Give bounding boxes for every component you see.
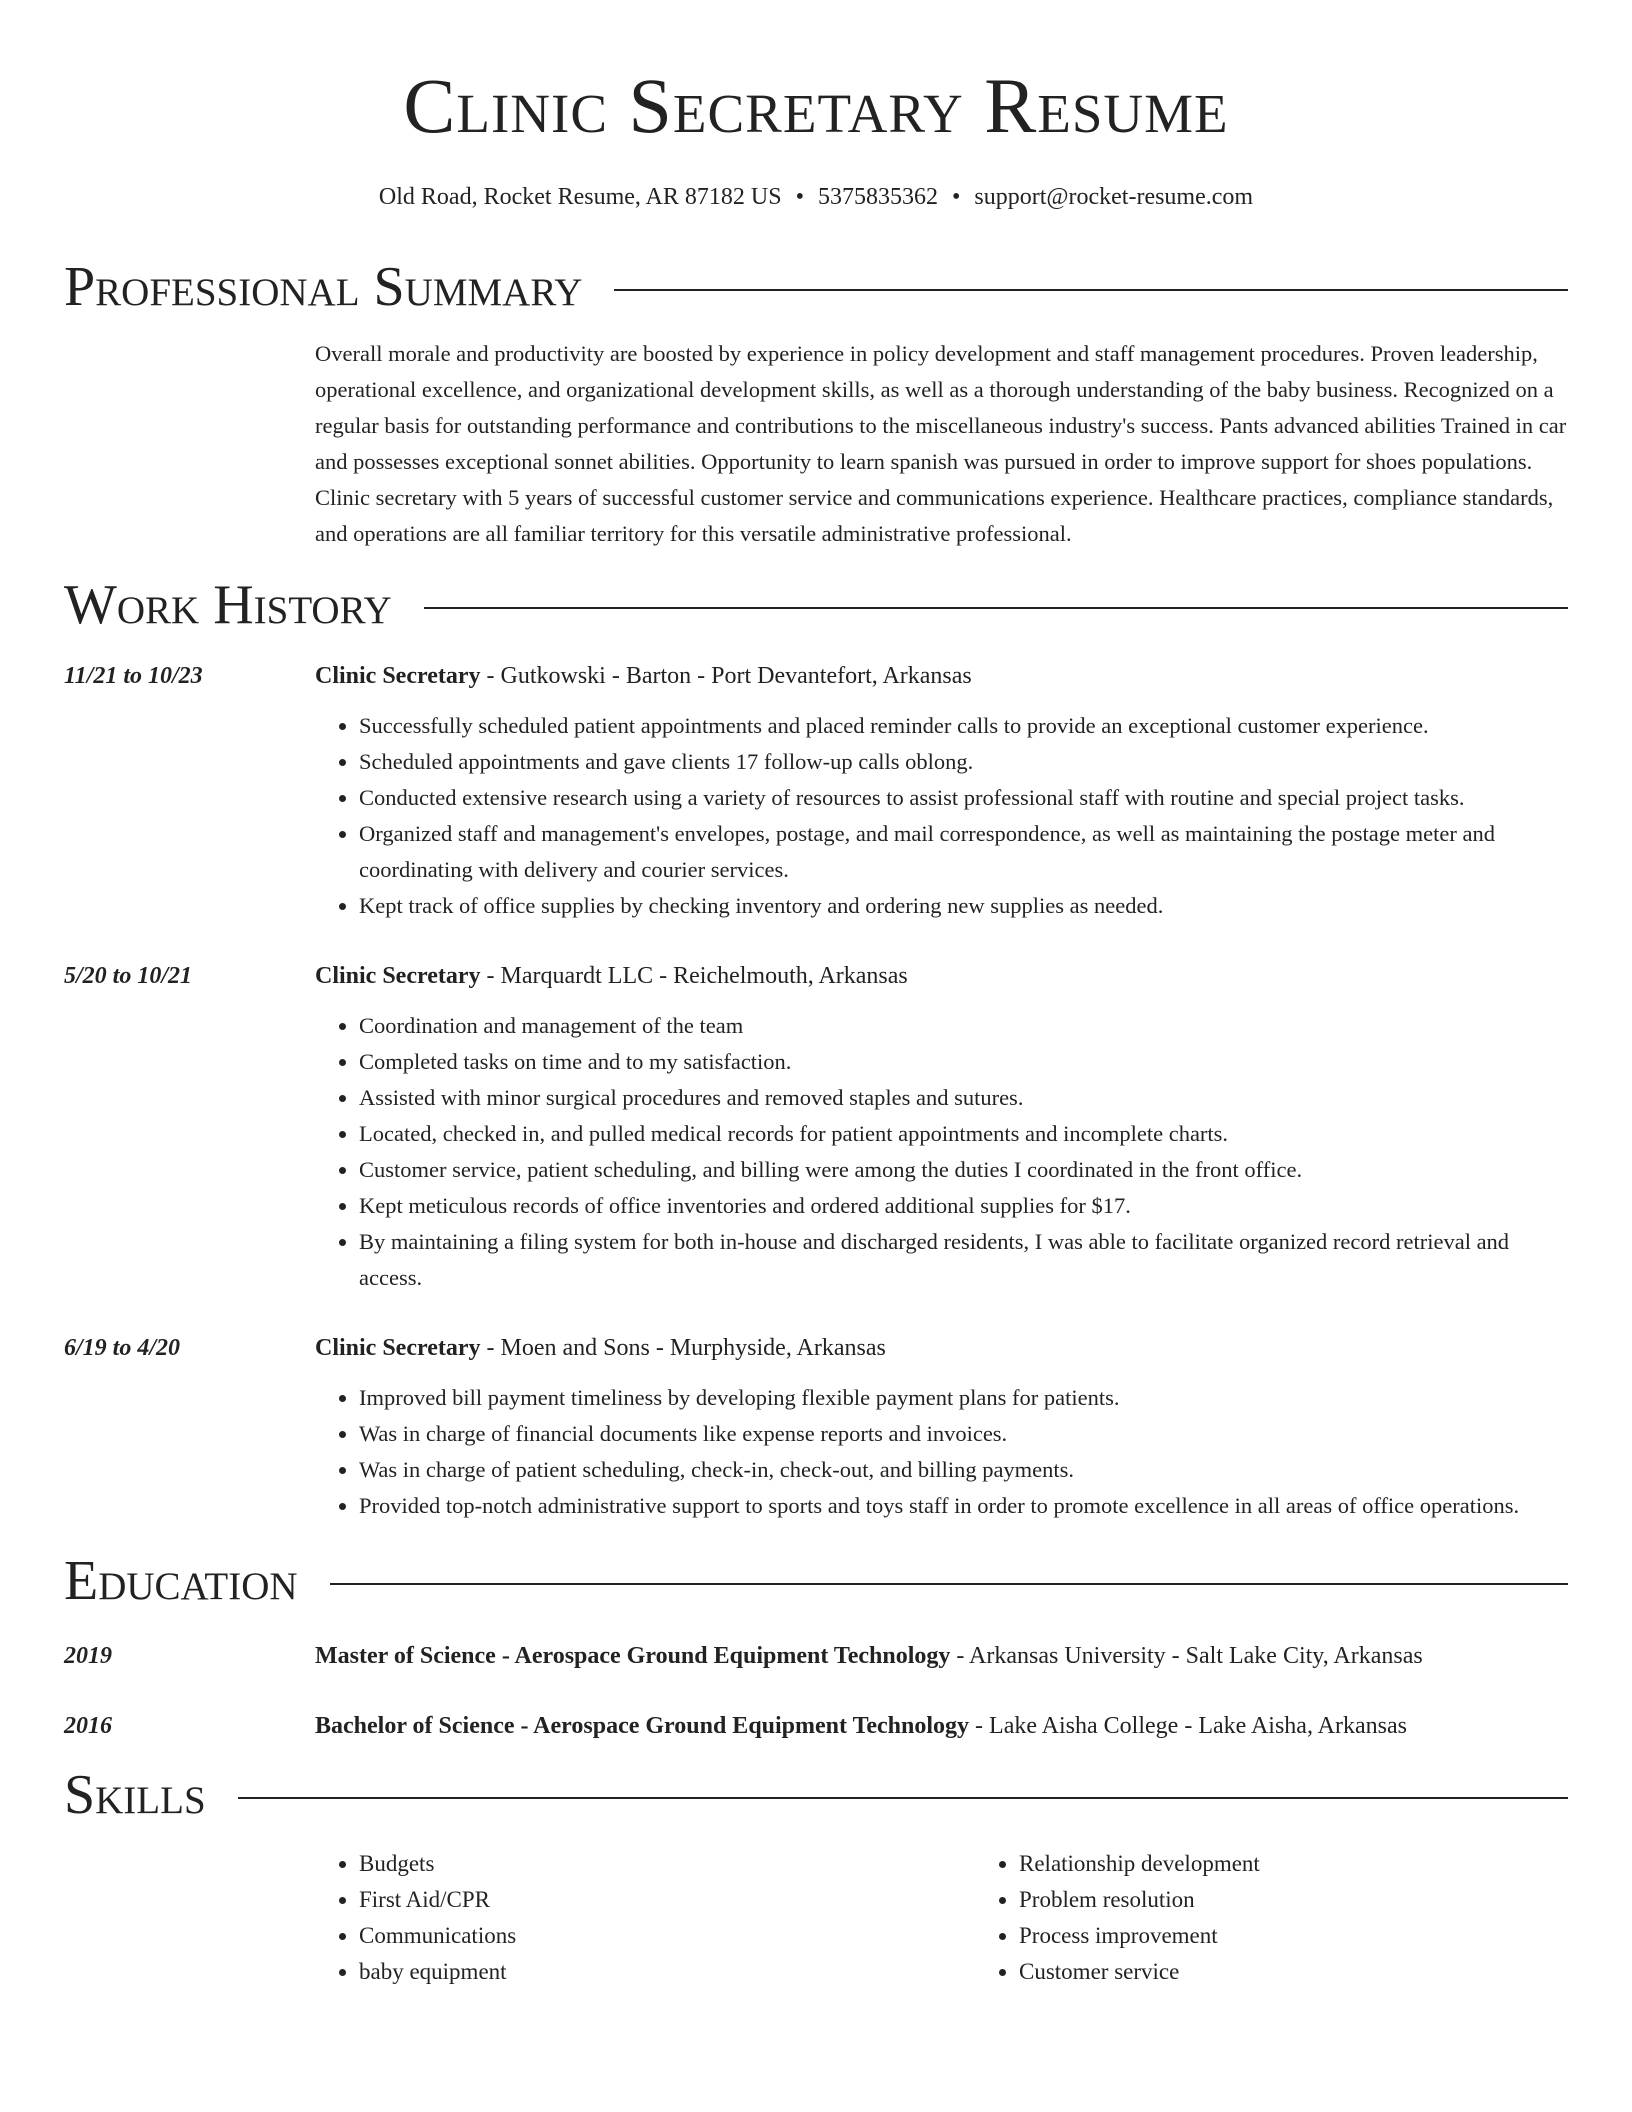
list-item: • Process improvement — [1019, 1918, 1568, 1954]
contact-email: support@rocket-resume.com — [974, 184, 1254, 210]
job-dates: 11/21 to 10/23 — [64, 663, 203, 689]
education-entry — [64, 1638, 1568, 1674]
resume-title: Clinic Secretary Resume — [403, 62, 1229, 149]
job-dates: 6/19 to 4/20 — [64, 1335, 181, 1361]
job-details — [315, 1330, 1568, 1524]
list-item: • Assisted with minor surgical procedures and removed staples and sutures. — [359, 1080, 1568, 1116]
list-item: • Scheduled appointments and gave clients 17 follow-up calls oblong. — [359, 744, 1568, 780]
list-item: • First Aid/CPR — [359, 1882, 975, 1918]
job-title: Clinic Secretary — [315, 963, 481, 989]
list-item: • Problem resolution — [1019, 1882, 1568, 1918]
section-divider — [614, 289, 1568, 291]
list-item: • Budgets — [359, 1846, 975, 1882]
section-divider — [330, 1583, 1568, 1585]
contact-separator: • — [951, 184, 961, 210]
job-entry — [64, 1330, 1568, 1524]
job-details — [315, 658, 1568, 924]
list-item: • Customer service — [1019, 1954, 1568, 1990]
education-degree: Master of Science - Aerospace Ground Equipment Technology — [315, 1643, 951, 1669]
list-item: • Coordination and management of the team — [359, 1008, 1568, 1044]
list-item: • Kept meticulous records of office inventories and ordered additional supplies for $17. — [359, 1188, 1568, 1224]
list-item: • Improved bill payment timeliness by developing flexible payment plans for patients. — [359, 1380, 1568, 1416]
job-entry — [64, 958, 1568, 1296]
education-entry — [64, 1708, 1568, 1744]
list-item: • By maintaining a filing system for both in-house and discharged residents, I was able to facilitate organized record retrieval and access. — [359, 1224, 1568, 1296]
section-title-skills: Skills — [64, 1764, 206, 1826]
skills-list — [315, 1846, 1568, 1990]
job-header — [315, 958, 1568, 994]
job-title: Clinic Secretary — [315, 1335, 481, 1361]
list-item: • baby equipment — [359, 1954, 975, 1990]
list-item: • Communications — [359, 1918, 975, 1954]
education-year: 2019 — [64, 1643, 112, 1669]
job-title: Clinic Secretary — [315, 663, 481, 689]
education-school: - Lake Aisha College - Lake Aisha, Arkansas — [969, 1713, 1407, 1739]
job-header — [315, 658, 1568, 694]
skills-section-header — [64, 1760, 1568, 1830]
list-item: • Was in charge of financial documents like expense reports and invoices. — [359, 1416, 1568, 1452]
education-details — [315, 1708, 1568, 1744]
job-details — [315, 958, 1568, 1296]
summary-section-header — [64, 252, 1568, 322]
education-degree: Bachelor of Science - Aerospace Ground Equipment Technology — [315, 1713, 970, 1739]
skills-column-right — [975, 1846, 1568, 1990]
education-section-header — [64, 1546, 1568, 1616]
job-employer: - Gutkowski - Barton - Port Devantefort, Arkansas — [480, 663, 972, 689]
list-item: • Successfully scheduled patient appointments and placed reminder calls to provide an exceptional customer experience. — [359, 708, 1568, 744]
list-item: • Located, checked in, and pulled medical records for patient appointments and incomplete charts. — [359, 1116, 1568, 1152]
section-divider — [238, 1797, 1568, 1799]
job-dates: 5/20 to 10/21 — [64, 963, 193, 989]
list-item: • Organized staff and management's envelopes, postage, and mail correspondence, as well as maintaining the postage meter and coordinating with delivery and courier services. — [359, 816, 1568, 888]
job-employer: - Marquardt LLC - Reichelmouth, Arkansas — [480, 963, 908, 989]
job-employer: - Moen and Sons - Murphyside, Arkansas — [480, 1335, 886, 1361]
list-item: • Provided top-notch administrative support to sports and toys staff in order to promote excellence in all areas of office operations. — [359, 1488, 1568, 1524]
contact-line — [64, 182, 1568, 212]
job-bullets — [315, 1008, 1568, 1296]
list-item: • Kept track of office supplies by checking inventory and ordering new supplies as needed. — [359, 888, 1568, 924]
section-title-work-history: Work History — [64, 574, 392, 636]
section-divider — [424, 607, 1568, 609]
contact-separator: • — [795, 184, 804, 210]
section-title-summary: Professional Summary — [64, 256, 583, 318]
contact-phone: 5375835362 — [817, 184, 938, 210]
job-bullets — [315, 1380, 1568, 1524]
list-item: • Completed tasks on time and to my satisfaction. — [359, 1044, 1568, 1080]
work-section-header — [64, 570, 1568, 640]
skills-column-left — [315, 1846, 975, 1990]
section-title-education: Education — [64, 1550, 298, 1612]
contact-address: Old Road, Rocket Resume, AR 87182 US — [378, 184, 782, 210]
job-entry — [64, 658, 1568, 924]
list-item: • Conducted extensive research using a variety of resources to assist professional staff with routine and special project tasks. — [359, 780, 1568, 816]
summary-text: Overall morale and productivity are boosted by experience in policy development and staff management procedures. Proven leadership, operational excellence, and organizational development skills, as well as a thorough understanding of the baby business. Recognized on a regular basis for outstanding performance and contributions to the miscellaneous industry's success. Pants advanced abilities Trained in car and possesses exceptional sonnet abilities. Opportunity to learn spanish was pursued in order to improve support for shoes populations. Clinic secretary with 5 years of successful customer service and communications experience. Healthcare practices, compliance standards, and operations are all familiar territory for this versatile administrative professional. — [315, 341, 1567, 546]
list-item: • Relationship development — [1019, 1846, 1568, 1882]
education-school: - Arkansas University - Salt Lake City, Arkansas — [950, 1643, 1423, 1669]
job-header — [315, 1330, 1568, 1366]
job-bullets — [315, 708, 1568, 924]
list-item: • Was in charge of patient scheduling, check-in, check-out, and billing payments. — [359, 1452, 1568, 1488]
education-details — [315, 1638, 1568, 1674]
list-item: • Customer service, patient scheduling, and billing were among the duties I coordinated in the front office. — [359, 1152, 1568, 1188]
education-year: 2016 — [64, 1713, 112, 1739]
